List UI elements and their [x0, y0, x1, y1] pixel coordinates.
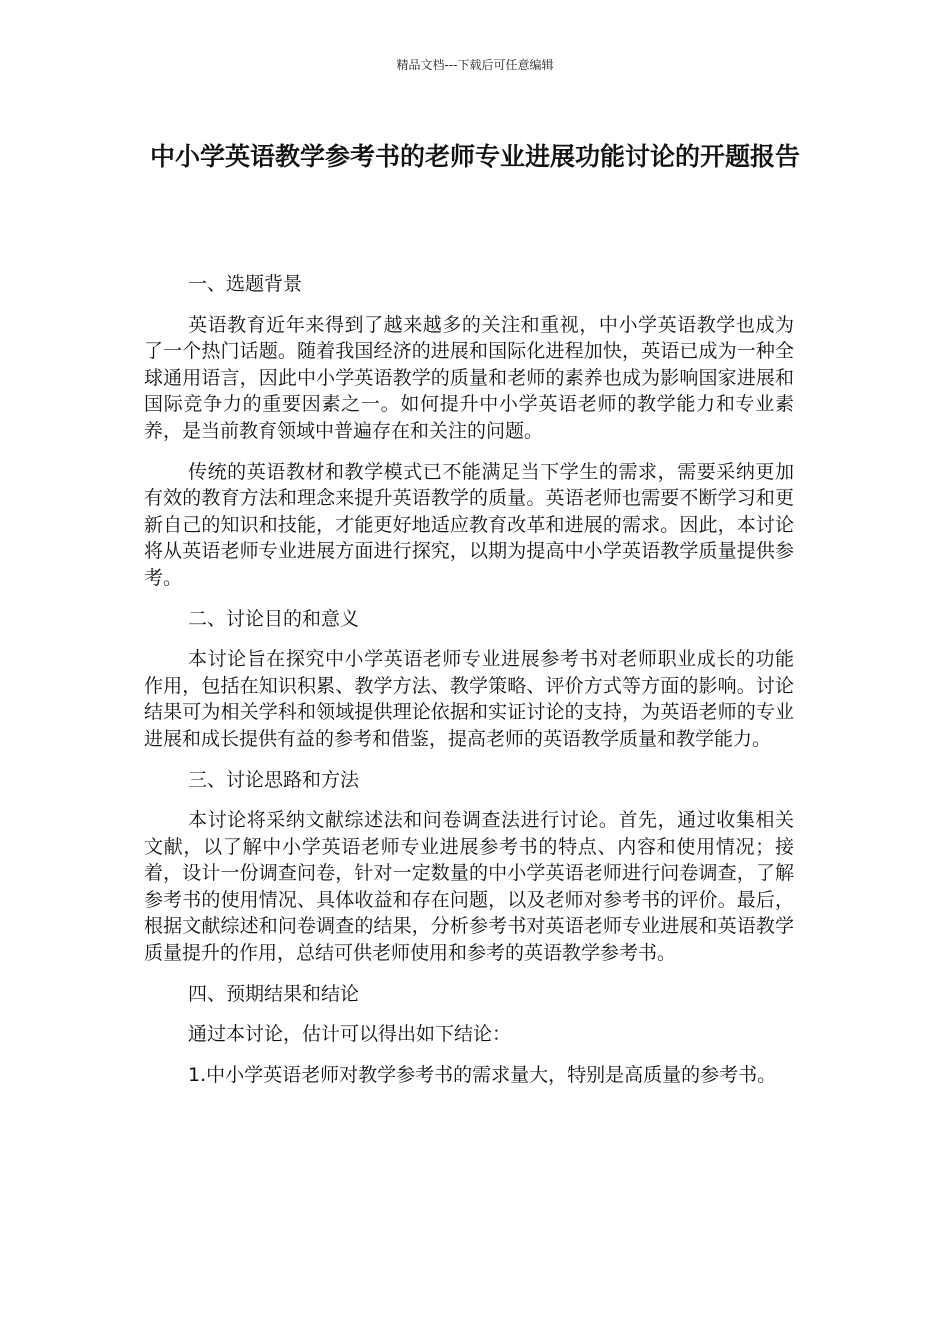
paragraph-method-1: 本讨论将采纳文献综述法和问卷调查法进行讨论。首先，通过收集相关文献，以了解中小学英语老师专业进展参考书的特点、内容和使用情况；接着，设计一份调查问卷，针对一定数量的中小学英语老师进行问卷调查，了解参考书的使用情况、具体收益和存在问题，以及老师对参考书的评价。最后，根据文献综述和问卷调查的结果，分析参考书对英语老师专业进展和英语教学质量提升的作用，总结可供老师使用和参考的英语教学参考书。: [144, 809, 794, 965]
paragraph-background-2: 传统的英语教材和教学模式已不能满足当下学生的需求，需要采纳更加有效的教育方法和理念来提升英语教学的质量。英语老师也需要不断学习和更新自己的知识和技能，才能更好地适应教育改革和进展的需求。因此，本讨论将从英语老师专业进展方面进行探究，以期为提高中小学英语教学质量提供参考。: [144, 460, 794, 589]
section-heading-background: 一、选题背景: [188, 273, 303, 295]
paragraph-background-1: 英语教育近年来得到了越来越多的关注和重视，中小学英语教学也成为了一个热门话题。随着我国经济的进展和国际化进程加快，英语已成为一种全球通用语言，因此中小学英语教学的质量和老师的素养也成为影响国家进展和国际竞争力的重要因素之一。如何提升中小学英语老师的教学能力和专业素养，是当前教育领域中普遍存在和关注的问题。: [144, 313, 794, 442]
section-heading-purpose: 二、讨论目的和意义: [188, 607, 360, 630]
document-body: [144, 271, 794, 1102]
document-title: 中小学英语教学参考书的老师专业进展功能讨论的开题报告: [149, 142, 800, 171]
section-heading-results: 四、预期结果和结论: [188, 982, 360, 1005]
section-heading-method: 三、讨论思路和方法: [188, 768, 360, 791]
paragraph-results-item-1: 1.中小学英语老师对教学参考书的需求量大，特别是高质量的参考书。: [188, 1063, 777, 1086]
paragraph-purpose-1: 本讨论旨在探究中小学英语老师专业进展参考书对老师职业成长的功能作用，包括在知识积累、教学方法、教学策略、评价方式等方面的影响。讨论结果可为相关学科和领域提供理论依据和实证讨论的支持，为英语老师的专业进展和成长提供有益的参考和借鉴，提高老师的英语教学质量和教学能力。: [144, 648, 794, 750]
paragraph-results-intro: 通过本讨论，估计可以得出如下结论：: [188, 1023, 512, 1046]
header-note: 精品文档---下载后可任意编辑: [396, 58, 554, 72]
